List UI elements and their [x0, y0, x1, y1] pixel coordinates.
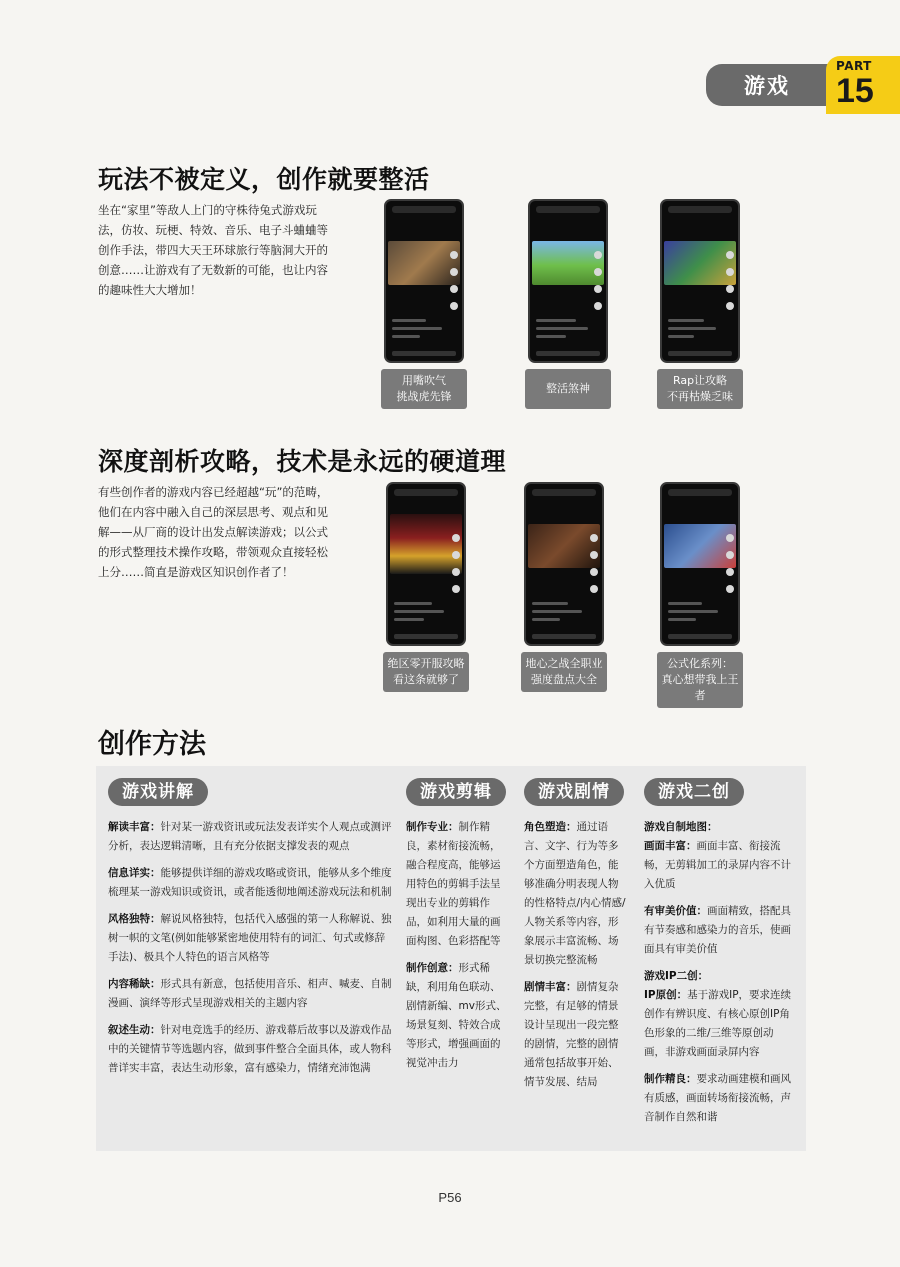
phone-screenshot — [528, 199, 608, 363]
case-caption: 整活煞神 — [525, 369, 611, 409]
method-item: 剧情丰富：剧情复杂完整，有足够的情景设计呈现出一段完整的剧情，完整的剧情通常包括故事开始、情节发展、结局 — [524, 981, 619, 1088]
method-item: 叙述生动：针对电竞选手的经历、游戏幕后故事以及游戏作品中的关键情节等选题内容，做到事件整合全面具体，或人物科普详实丰富，表达生动形象，富有感染力，情绪充沛饱满 — [108, 1024, 392, 1074]
case-card[interactable] — [642, 482, 758, 708]
section1-title: 玩法不被定义，创作就要整活 — [98, 165, 430, 194]
part-number: 15 — [836, 72, 874, 110]
methods-title: 创作方法 — [98, 729, 206, 760]
case-card[interactable] — [642, 199, 758, 409]
method-item: 游戏自制地图： — [644, 821, 718, 833]
case-card[interactable] — [366, 199, 482, 409]
section1-description: 坐在“家里”等敌人上门的守株待兔式游戏玩法，仿妆、玩梗、特效、音乐、电子斗蛐蛐等创作手法，带四大天王环球旅行等脑洞大开的创意……让游戏有了无数新的可能，也让内容的趣味性大大增加！ — [98, 203, 328, 297]
case-caption: 绝区零开服攻略 看这条就够了 — [383, 652, 469, 692]
method-item: 风格独特：解说风格独特，包括代入感强的第一人称解说、独树一帜的文笔(例如能够紧密地使用特有的词汇、句式或修辞手法)、极具个人特色的语言风格等 — [108, 913, 392, 963]
phone-screenshot — [386, 482, 466, 646]
method-item: 内容稀缺：形式具有新意，包括使用音乐、相声、喊麦、自制漫画、演绎等形式呈现游戏相关的主题内容 — [108, 978, 392, 1009]
part-tab — [706, 56, 900, 114]
phone-screenshot — [384, 199, 464, 363]
case-card[interactable] — [510, 199, 626, 409]
method-item: 画面丰富：画面丰富、衔接流畅，无剪辑加工的录屏内容不计入优质 — [644, 840, 791, 890]
phone-screenshot — [660, 482, 740, 646]
method-column — [108, 778, 392, 1086]
part-word: PART — [836, 59, 872, 73]
section2-title: 深度剖析攻略，技术是永远的硬道理 — [98, 447, 507, 476]
case-card[interactable] — [368, 482, 484, 692]
method-item: 有审美价值：画面精致，搭配具有节奏感和感染力的音乐，使画面具有审美价值 — [644, 905, 791, 955]
method-item: 解读丰富：针对某一游戏资讯或玩法发表详实个人观点或测评分析，表达逻辑清晰，且有充分依据支撑发表的观点 — [108, 821, 392, 852]
category-label: 游戏 — [706, 64, 828, 106]
method-label: 游戏讲解 — [108, 778, 208, 806]
phone-screenshot — [660, 199, 740, 363]
case-card[interactable] — [506, 482, 622, 692]
method-item: 制作专业：制作精良，素材衔接流畅，融合程度高，能够运用特色的剪辑手法呈现出专业的剪辑作品，如利用大量的画面构图、色彩搭配等 — [406, 821, 501, 947]
method-item: 游戏IP二创： — [644, 970, 709, 982]
method-label: 游戏二创 — [644, 778, 744, 806]
case-caption: Rap让攻略 不再枯燥乏味 — [657, 369, 743, 409]
case-caption: 用嘴吹气 挑战虎先锋 — [381, 369, 467, 409]
method-label: 游戏剪辑 — [406, 778, 506, 806]
method-label: 游戏剧情 — [524, 778, 624, 806]
case-caption: 公式化系列： 真心想带我上王者 — [657, 652, 743, 708]
method-item: 信息详实：能够提供详细的游戏攻略或资讯，能够从多个维度梳理某一游戏知识或资讯，或者能透彻地阐述游戏玩法和机制 — [108, 867, 392, 898]
phone-screenshot — [524, 482, 604, 646]
method-item: 角色塑造：通过语言、文字、行为等多个方面塑造角色，能够准确分明表现人物的性格特点/内心情感/人物关系等内容，形象展示丰富流畅、场景切换完整流畅 — [524, 821, 626, 966]
case-caption: 地心之战全职业 强度盘点大全 — [521, 652, 607, 692]
methods-panel — [96, 766, 806, 1151]
method-item: 制作精良：要求动画建模和画风有质感，画面转场衔接流畅，声音制作自然和谐 — [644, 1073, 791, 1123]
method-column — [644, 778, 794, 1135]
part-badge — [826, 56, 900, 114]
method-item: IP原创：基于游戏IP，要求连续创作有辨识度、有核心原创IP角色形象的二维/三维等原创动画，非游戏画面录屏内容 — [644, 989, 792, 1058]
method-column — [524, 778, 628, 1100]
method-column — [406, 778, 508, 1081]
section2-description: 有些创作者的游戏内容已经超越“玩”的范畴，他们在内容中融入自己的深层思考、观点和见解——从厂商的设计出发点解读游戏；以公式的形式整理技术操作攻略，带领观众直接轻松上分……简直是游戏区知识创作者了！ — [98, 485, 329, 579]
page-number: P56 — [438, 1190, 462, 1205]
method-item: 制作创意：形式稀缺，利用角色联动、剧情新编、mv形式、场景复刻、特效合成等形式，增强画面的视觉冲击力 — [406, 962, 507, 1069]
